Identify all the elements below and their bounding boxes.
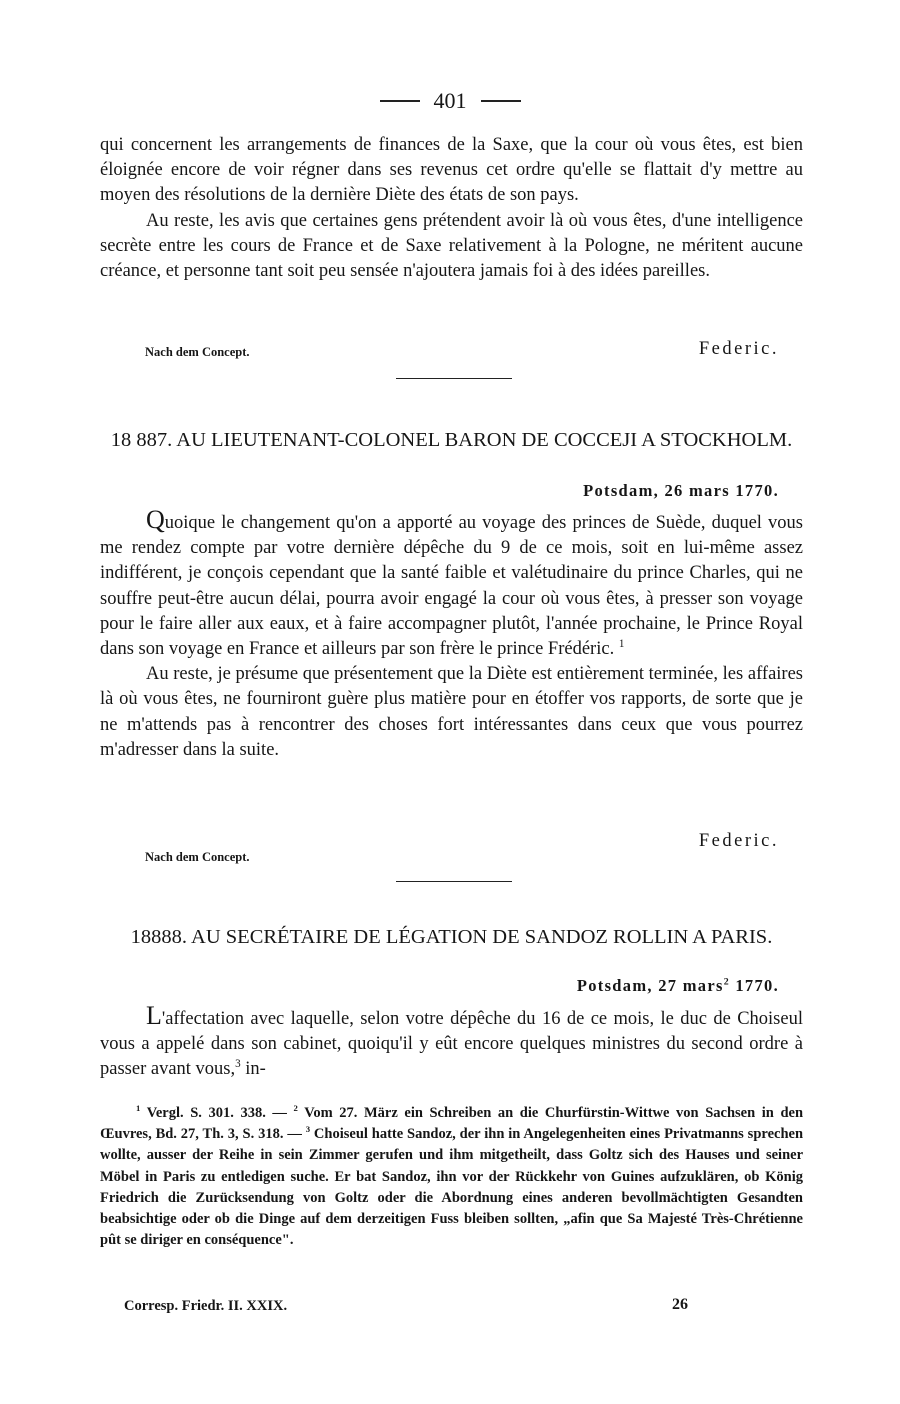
dateline-place: Potsdam, 27 mars bbox=[576, 976, 724, 995]
separator-rule-2 bbox=[396, 881, 512, 882]
dateline-year: 1770. bbox=[735, 976, 779, 995]
letter-heading-18887 bbox=[100, 427, 803, 453]
footnote-2: Vom 27. März ein Schreiben an die Churfürstin-Wittwe von Sachsen in den Œuvres, Bd. 27, Th. 3, S. 318. — bbox=[100, 1105, 804, 1143]
letter-number: 18 887. bbox=[110, 429, 173, 451]
header-dash-left bbox=[380, 100, 420, 101]
letter-paragraph-1 bbox=[100, 1003, 803, 1083]
page-number: 401 bbox=[433, 88, 467, 113]
footnote-ref: 2 bbox=[723, 976, 730, 988]
letter-source-note: Nach dem Concept. bbox=[145, 850, 250, 864]
separator-rule-1 bbox=[396, 378, 512, 379]
paragraph-text: uoique le changement qu'on a apporté au voyage des princes de Suède, duquel vous me rendez compte par votre dernière dépêche du 9 de ce mois, soit en lui-même assez indifférent, je conçois cependant que la santé faible et valétudinaire du prince Charles, qui ne souffre peut-être aucun délai, pourra avoir engagé la cour où vous êtes, à presser son voyage pour le faire aller aux eaux, et à faire accompagner plutôt, l'année prochaine, le Prince Royal dans son voyage en France et ailleurs par son frère le prince Frédéric. bbox=[100, 513, 803, 660]
footnote-ref: 1 bbox=[618, 637, 625, 650]
letter-dateline bbox=[577, 976, 779, 996]
letter-paragraph-2: Au reste, je présume que présentement que la Diète est entièrement terminée, les affaires là où vous êtes, ne fourniront guère plus matière pour en étoffer vos rapports, de sorte que je ne m'attends pas à rencontrer des choses fort intéressantes dans ceux que vous pourrez m'adresser dans la suite. bbox=[100, 664, 803, 760]
initial-letter: L bbox=[146, 1001, 162, 1030]
letter-body-18887 bbox=[100, 507, 803, 763]
footer-volume: Corresp. Friedr. II. XXIX. bbox=[124, 1298, 288, 1314]
letter-number: 18888. bbox=[130, 926, 188, 948]
footnote-3: Choiseul hatte Sandoz, der ihn in Angelegenheiten eines Privatmanns sprechen wollte, ausser der Reihe in sein Zimmer gerufen und ihm mitgetheilt, dass Goltz sich des Hauses und seiner Möbel in Paris zu entledigen suche. Er bat Sandoz, ihn vor der Rückkehr von Guines aufzuklären, ob König Friedrich die Zurücksendung von Goltz oder die Abordnung eines anderen bevollmächtigten Gesandten beabsichtige oder ob die Dinge auf dem derzeitigen Fuss bleiben sollten, „afin que Sa Majesté Très-Chrétienne pût se diriger en conséquence". bbox=[100, 1126, 804, 1249]
letter-addressee: AU LIEUTENANT-COLONEL BARON DE COCCEJI A STOCKHOLM. bbox=[176, 429, 793, 451]
continuation-paragraph-2: Au reste, les avis que certaines gens prétendent avoir là où vous êtes, d'une intelligence secrète entre les cours de France et de Saxe relativement à la Pologne, ne méritent aucune créance, et personne tant soit peu sensée n'ajoutera jamais foi à des idées pareilles. bbox=[100, 210, 803, 282]
footnote-mark-1: 1 bbox=[136, 1103, 141, 1114]
footnote-mark-3: 3 bbox=[305, 1124, 311, 1135]
paragraph-text: 'affectation avec laquelle, selon votre dépêche du 16 de ce mois, le duc de Choiseul vous a appelé dans son cabinet, quoiqu'il y eût encore quelques ministres du second ordre à passer avant vous, bbox=[100, 1009, 803, 1080]
paragraph-continuation: in- bbox=[245, 1059, 266, 1080]
header-dash-right bbox=[481, 100, 521, 101]
letter-heading-18888 bbox=[100, 924, 803, 950]
continuation-paragraph-1: qui concernent les arrangements de finances de la Saxe, que la cour où vous êtes, est bien éloignée encore de voir régner dans ses revenus cet ordre qu'elle se flattait d'y mettre au moyen des résolutions de la dernière Diète des états de son pays. bbox=[100, 135, 803, 206]
footnote-ref: 3 bbox=[235, 1058, 241, 1071]
letter-body-18888 bbox=[100, 1003, 803, 1083]
page-header bbox=[0, 86, 900, 116]
continuation-text bbox=[100, 133, 803, 284]
footnote-1: Vergl. S. 301. 338. — bbox=[146, 1105, 287, 1121]
footnotes bbox=[100, 1103, 803, 1251]
continuation-signature: Federic. bbox=[698, 339, 779, 359]
letter-signature: Federic. bbox=[698, 831, 779, 851]
continuation-source-note: Nach dem Concept. bbox=[145, 345, 250, 359]
letter-addressee: AU SECRÉTAIRE DE LÉGATION DE SANDOZ ROLLIN A PARIS. bbox=[191, 926, 773, 948]
footnote-mark-2: 2 bbox=[293, 1103, 298, 1114]
footnote-block bbox=[100, 1103, 803, 1251]
footer-signature-mark: 26 bbox=[672, 1296, 688, 1313]
letter-dateline: Potsdam, 26 mars 1770. bbox=[583, 481, 779, 500]
initial-letter: Q bbox=[146, 505, 165, 534]
letter-paragraph-1 bbox=[100, 507, 803, 662]
